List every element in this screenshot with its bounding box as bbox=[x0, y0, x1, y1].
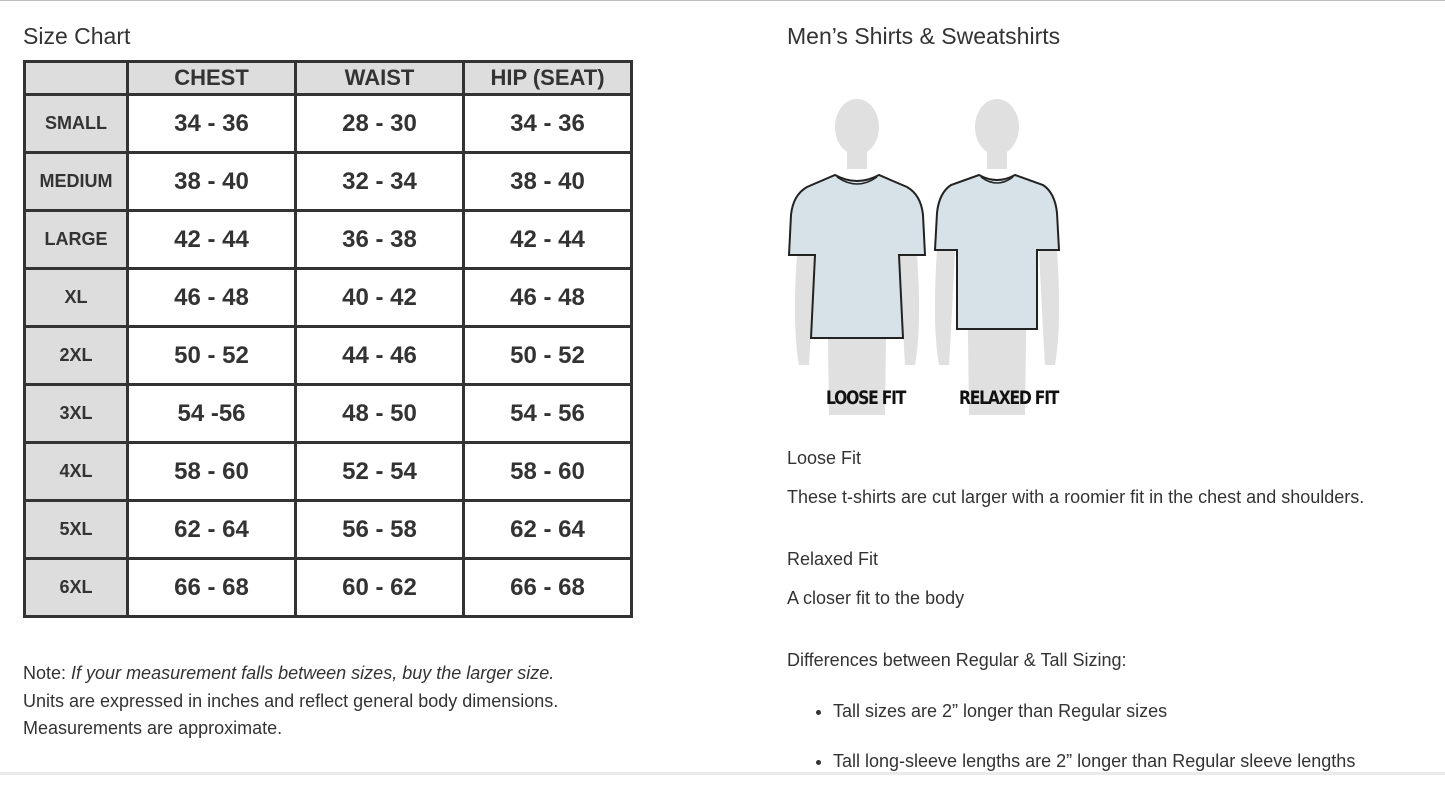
loose-fit-figure bbox=[789, 99, 925, 415]
table-header-row bbox=[25, 62, 632, 95]
table-row bbox=[25, 327, 632, 385]
fit-section-title: Men’s Shirts & Sweatshirts bbox=[787, 23, 1061, 49]
waist-cell: 28 - 30 bbox=[296, 95, 464, 153]
size-label-cell: 5XL bbox=[25, 501, 128, 559]
waist-cell: 60 - 62 bbox=[296, 559, 464, 617]
chest-cell: 42 - 44 bbox=[128, 211, 296, 269]
size-label-cell: 2XL bbox=[25, 327, 128, 385]
table-row bbox=[25, 385, 632, 443]
size-label-cell: MEDIUM bbox=[25, 153, 128, 211]
size-label-cell: LARGE bbox=[25, 211, 128, 269]
size-label-cell: 4XL bbox=[25, 443, 128, 501]
chest-cell: 54 -56 bbox=[128, 385, 296, 443]
table-row bbox=[25, 501, 632, 559]
size-label-cell: XL bbox=[25, 269, 128, 327]
hip-cell: 42 - 44 bbox=[464, 211, 632, 269]
loose-fit-label: LOOSE FIT bbox=[826, 387, 906, 409]
waist-cell: 40 - 42 bbox=[296, 269, 464, 327]
relaxed-fit-description: A closer fit to the body bbox=[787, 588, 965, 608]
table-corner-cell bbox=[25, 62, 128, 95]
note-italic-text: If your measurement falls between sizes, buy the larger size. bbox=[71, 663, 555, 683]
loose-fit-description: These t-shirts are cut larger with a roomier fit in the chest and shoulders. bbox=[787, 487, 1365, 507]
chest-cell: 62 - 64 bbox=[128, 501, 296, 559]
relaxed-fit-title: Relaxed Fit bbox=[787, 549, 879, 569]
size-chart-title: Size Chart bbox=[23, 23, 131, 49]
hip-cell: 46 - 48 bbox=[464, 269, 632, 327]
fit-illustration bbox=[787, 95, 1087, 415]
size-label-cell: 3XL bbox=[25, 385, 128, 443]
waist-cell: 48 - 50 bbox=[296, 385, 464, 443]
size-chart-section bbox=[23, 20, 663, 738]
size-table bbox=[23, 60, 633, 618]
chest-cell: 34 - 36 bbox=[128, 95, 296, 153]
size-label-cell: 6XL bbox=[25, 559, 128, 617]
waist-cell: 32 - 34 bbox=[296, 153, 464, 211]
chest-cell: 46 - 48 bbox=[128, 269, 296, 327]
hip-cell: 58 - 60 bbox=[464, 443, 632, 501]
table-row bbox=[25, 95, 632, 153]
hip-cell: 66 - 68 bbox=[464, 559, 632, 617]
column-header-hip: HIP (SEAT) bbox=[464, 62, 632, 95]
hip-cell: 62 - 64 bbox=[464, 501, 632, 559]
chest-cell: 50 - 52 bbox=[128, 327, 296, 385]
relaxed-fit-label: RELAXED FIT bbox=[959, 387, 1059, 409]
list-item: • Tall sizes are 2” longer than Regular sizes bbox=[833, 692, 1355, 742]
waist-cell: 36 - 38 bbox=[296, 211, 464, 269]
hip-cell: 54 - 56 bbox=[464, 385, 632, 443]
note-line-1 bbox=[23, 660, 558, 688]
hip-cell: 50 - 52 bbox=[464, 327, 632, 385]
sizing-differences-title: Differences between Regular & Tall Sizing: bbox=[787, 650, 1127, 670]
note-label: Note: bbox=[23, 663, 67, 683]
table-row bbox=[25, 559, 632, 617]
table-row bbox=[25, 269, 632, 327]
top-divider bbox=[0, 0, 1445, 1]
hip-cell: 38 - 40 bbox=[464, 153, 632, 211]
relaxed-fit-figure bbox=[935, 99, 1059, 415]
table-row bbox=[25, 211, 632, 269]
chest-cell: 58 - 60 bbox=[128, 443, 296, 501]
chest-cell: 66 - 68 bbox=[128, 559, 296, 617]
hip-cell: 34 - 36 bbox=[464, 95, 632, 153]
waist-cell: 56 - 58 bbox=[296, 501, 464, 559]
table-row bbox=[25, 443, 632, 501]
waist-cell: 52 - 54 bbox=[296, 443, 464, 501]
loose-fit-title: Loose Fit bbox=[787, 448, 862, 468]
sizing-differences-list bbox=[787, 692, 1355, 792]
note-line-2: Units are expressed in inches and reflect general body dimensions. bbox=[23, 690, 559, 711]
fit-info-section bbox=[787, 20, 1427, 670]
list-item: • Tall long-sleeve lengths are 2” longer than Regular sleeve lengths bbox=[833, 742, 1355, 792]
size-note bbox=[23, 660, 558, 743]
size-label-cell: SMALL bbox=[25, 95, 128, 153]
chest-cell: 38 - 40 bbox=[128, 153, 296, 211]
note-line-3: Measurements are approximate. bbox=[23, 718, 283, 738]
waist-cell: 44 - 46 bbox=[296, 327, 464, 385]
column-header-chest: CHEST bbox=[128, 62, 296, 95]
table-row bbox=[25, 153, 632, 211]
column-header-waist: WAIST bbox=[296, 62, 464, 95]
